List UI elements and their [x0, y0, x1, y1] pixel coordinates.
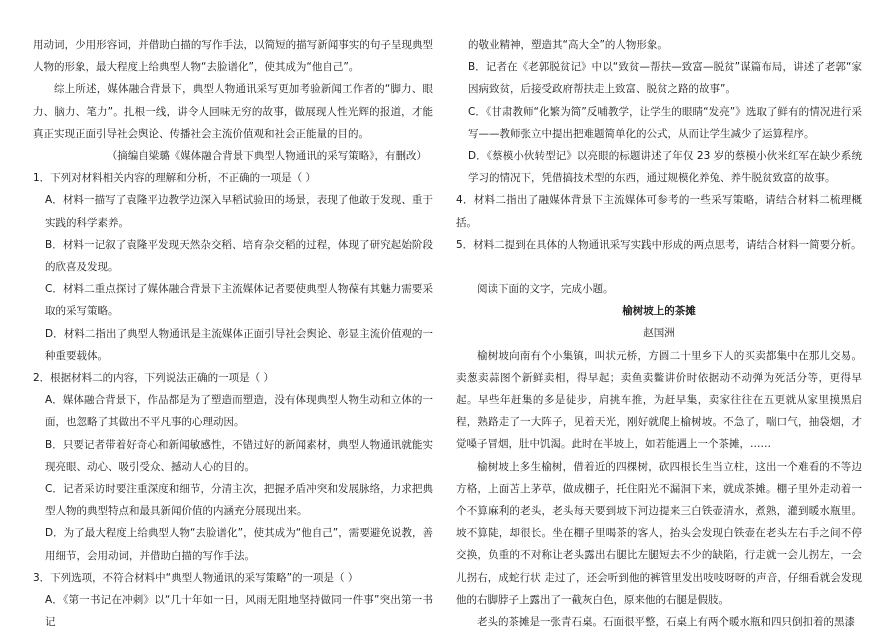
left-paragraph: A．媒体融合背景下，作品都是为了塑造而塑造，没有体现典型人物生动和立体的一面，也忽略了其做出不平凡事的心理动因。 [45, 394, 433, 429]
right-paragraph: 榆树坡向南有个小集镇，叫状元桥，方圆二十里乡下人的买卖都集中在那儿交易。卖葱卖蒜图个新鲜卖相，得早起；卖鱼卖鳖讲价时依据动不动弹为死活分等，更得早起。早些年赶集的多是徒步，肩挑车推，为赶早集，卖家往往在五更就从家里摸黑启程，熟路走了一大阵子，见着天光，刚好就爬上榆树坡。不急了，喘口气，抽袋烟，才觉嗓子冒烟，肚中饥渴。此时在半坡上，如若能遇上一个茶摊，…… [456, 349, 862, 451]
left-paragraph: B．材料一记叙了袁隆平发现天然杂交稻、培育杂交稻的过程，体现了研究起始阶段的欣喜及发现。 [45, 238, 433, 274]
left-paragraph: B．只要记者带着好奇心和新闻敏感性，不错过好的新闻素材，典型人物通讯就能实现亮眼、动心、吸引受众、撼动人心的目的。 [45, 438, 433, 473]
left-paragraph: D．为了最大程度上给典型人物“去脸谱化”，使其成为“他自己”，需要避免说教，善用细节，会用动词，并借助白描的写作手法。 [45, 527, 433, 562]
right-paragraph: D．《蔡模小伙转型记》以亮眼的标题讲述了年仅 23 岁的蔡模小伙米红军在缺少系统学习的情况下，凭借搞技术型的东西，通过规模化养兔、养牛脱贫致富的故事。 [468, 150, 862, 185]
left-paragraph: A．材料一描写了袁隆平边教学边深入早稻试验田的场景，表现了他敢于发现、重于实践的科学素养。 [45, 194, 433, 229]
right-paragraph: 的敬业精神，塑造其“高大全”的人物形象。 [468, 39, 668, 51]
left-column [33, 34, 433, 633]
right-paragraph: B．记者在《老郭脱贫记》中以“致贫—帮扶—致富—脱贫”谋篇布局，讲述了老郭“家因病致贫，后接受政府帮扶走上致富、脱贫之路的故事”。 [468, 61, 862, 96]
right-paragraph: 老头的茶摊是一张青石桌。石面很平整，石桌上有两个暖水瓶和四只倒扣着的黑漆 [477, 616, 855, 629]
left-paragraph: （摘编自梁璐《媒体融合背景下典型人物通讯的采写策略》，有删改） [106, 150, 427, 163]
right-paragraph: 赵国洲 [643, 327, 675, 340]
right-paragraph: 5．材料二提到在具体的人物通讯采写实践中形成的两点思考，请结合材料一简要分析。 [456, 238, 862, 251]
left-paragraph: A．《第一书记在冲刺》以“几十年如一日，风雨无阻地坚持做同一件事”突出第一书记 [45, 594, 433, 629]
left-paragraph: 2．根据材料二的内容，下列说法正确的一项是（ ） [33, 372, 275, 385]
left-paragraph: 用动词，少用形容词，并借助白描的写作手法，以简短的描写新闻事实的句子呈现典型人物的形象，最大程度上给典型人物“去脸谱化”，使其成为“他自己”。 [33, 39, 433, 74]
right-paragraph: 4．材料二指出了融媒体背景下主流媒体可参考的一些采写策略，请结合材料二梳理概括。 [456, 194, 862, 229]
right-paragraph: 榆树坡上多生榆树，借着近的四棵树，砍四根长生当立柱，这出一个难看的不等边方格，上面苫上茅草，做成棚子，托住阳光不漏洞下来，就成茶摊。棚子里外走动着一个不算麻利的老头，老头每天要到坡下河边提来三白铁壶清水，煮熟，灌到暖水瓶里。坡不算陡，却很长。坐在棚子里喝茶的客人，抬头会发现白铁壶在老头左右手之间不停交换，负重的不对称让老头露出右腿比左腿短去不少的缺陷，行走就一会儿拐左，一会儿拐右，成蛇行状 走过了，还会听到他的裤管里发出吱吱呀呀的声音，仔细看就会发现他的右脚脖子上露出了一截灰白色，原来他的右腿是假肢。 [456, 460, 862, 606]
left-paragraph: 3．下列选项，不符合材料中“典型人物通讯的采写策略”的一项是（ ） [33, 571, 359, 584]
left-paragraph: 1．下列对材料相关内容的理解和分析，不正确的一项是（ ） [33, 172, 317, 185]
right-paragraph: 阅读下面的文字，完成小题。 [477, 283, 614, 296]
left-paragraph: D．材料二指出了典型人物通讯是主流媒体正面引导社会舆论、彰显主流价值观的一种重要载体。 [45, 327, 433, 362]
right-paragraph: 榆树坡上的茶摊 [622, 305, 696, 318]
right-paragraph [456, 256, 862, 278]
right-paragraph: C．《甘肃教师“化繁为简”反哺教学，让学生的眼睛“发亮”》选取了鲜有的情况进行采写——教师张立中提出把难题简单化的公式，从而让学生减少了运算程序。 [468, 105, 862, 140]
left-paragraph: 综上所述，媒体融合背景下，典型人物通讯采写更加考验新闻工作者的“脚力、眼力、脑力、笔力”。扎根一线，讲令人回味无穷的故事，做展现人性光辉的报道，才能真正实现正面引导社会舆论、传播社会主流价值观和社会正能量的目的。 [33, 83, 433, 140]
left-paragraph: C．记者采访时要注重深度和细节，分清主次，把握矛盾冲突和发展脉络，力求把典型人物的典型特点和最具新闻价值的内涵充分展现出来。 [45, 483, 433, 518]
left-paragraph: C．材料二重点探讨了媒体融合背景下主流媒体记者要使典型人物葆有其魅力需要采取的采写策略。 [45, 283, 433, 318]
right-column [456, 34, 862, 633]
